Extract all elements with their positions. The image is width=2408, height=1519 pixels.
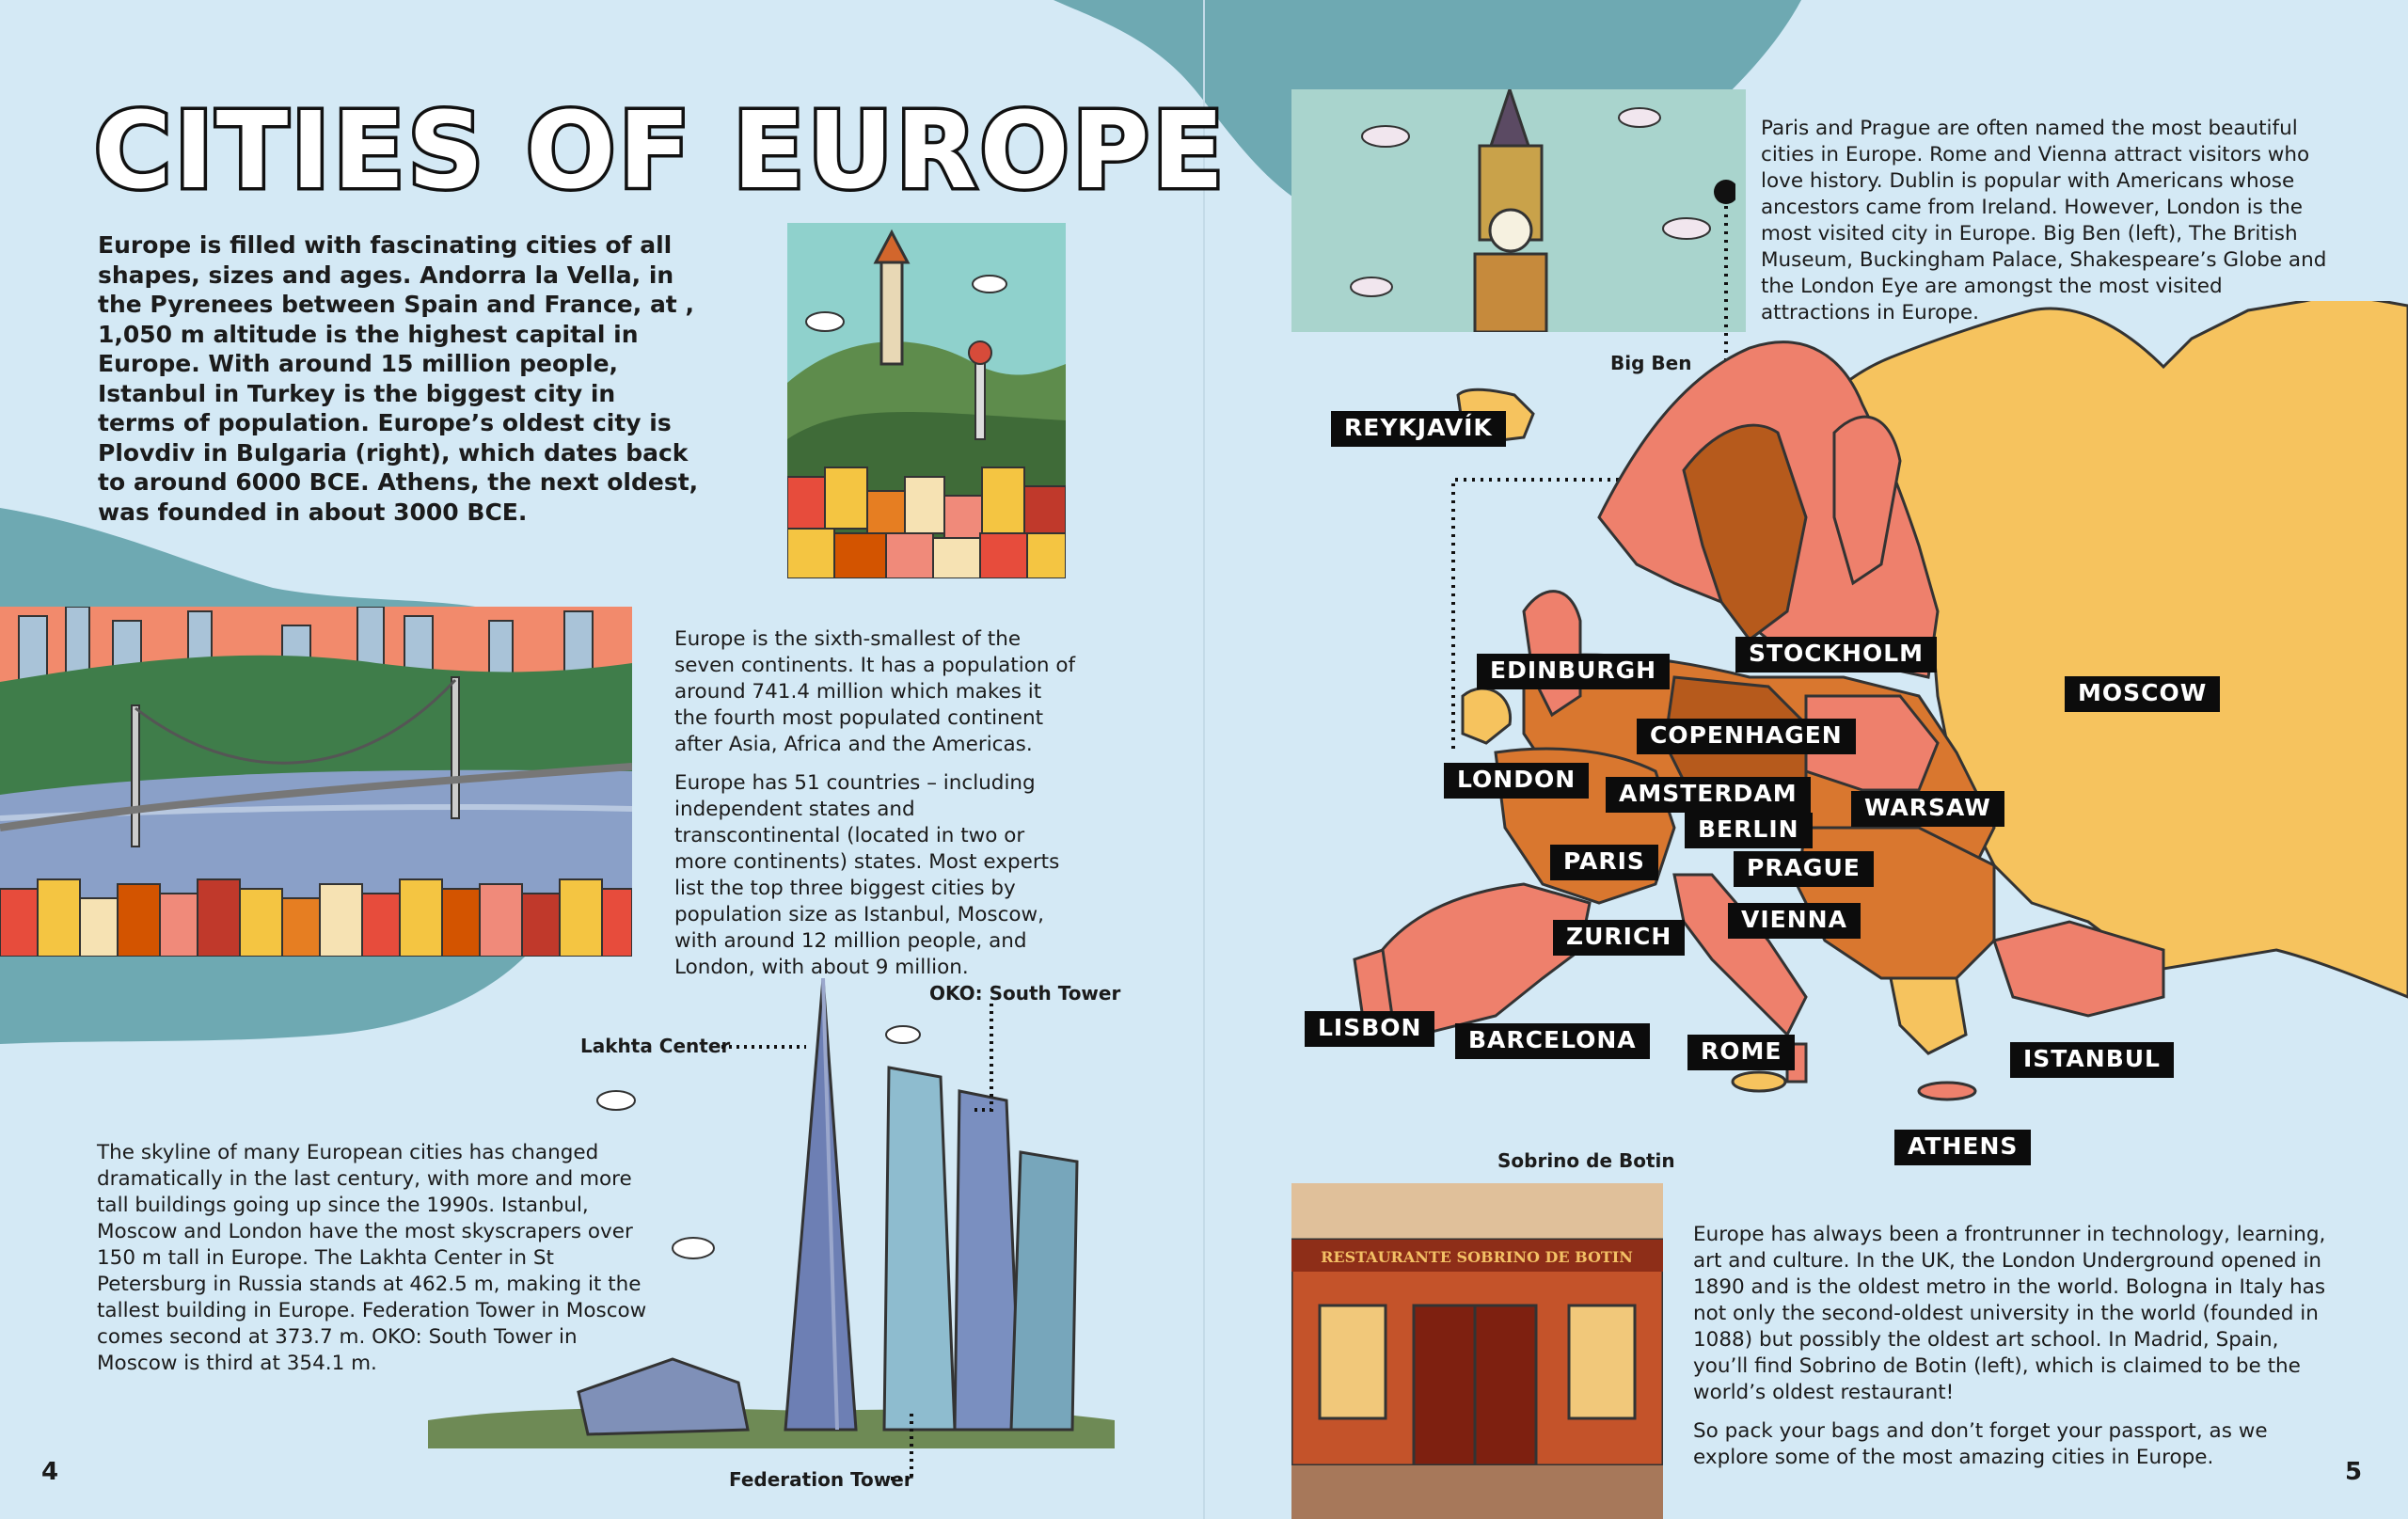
city-label-stockholm: STOCKHOLM xyxy=(1735,637,1937,672)
continent-text xyxy=(674,626,1079,993)
page-number-right: 5 xyxy=(2345,1458,2363,1486)
city-label-amsterdam: AMSTERDAM xyxy=(1606,777,1811,813)
botin-caption: Sobrino de Botin xyxy=(1497,1149,1675,1172)
page-number-left: 4 xyxy=(41,1458,59,1486)
city-label-athens: ATHENS xyxy=(1894,1130,2031,1165)
city-label-warsaw: WARSAW xyxy=(1851,791,2004,827)
intro-paragraph: Europe is filled with fascinating cities of all shapes, sizes and ages. Andorra la Vella, in the Pyrenees between Spain and France, at , 1,050 m altitude is the highest capital in Europe. With around 15 million people, Istanbul in Turkey is the biggest city in terms of population. Europe’s oldest city is Plovdiv in Bulgaria (right), which dates back to around 6000 BCE. Athens, the next oldest, was founded in about 3000 BCE. xyxy=(98,231,699,526)
plovdiv-illustration xyxy=(787,223,1066,578)
countries-paragraph: Europe has 51 countries – including independent states and transcontinental (located in two or more continents) states. Most experts list the top three biggest cities by population size as Istanbul, Moscow, with around 12 million people, and London, with about 9 million. xyxy=(674,771,1060,979)
federation-leader xyxy=(889,1411,917,1486)
lakhta-leader xyxy=(720,1042,809,1052)
city-label-vienna: VIENNA xyxy=(1728,903,1861,939)
skyline-paragraph: The skyline of many European cities has changed dramatically in the last century, with more and more tall buildings going up since the 1990s. Istanbul, Moscow and London have the most skyscrapers over 150 m tall in Europe. The Lakhta Center in St Petersburg in Russia stands at 462.5 m, making it the tallest building in Europe. Federation Tower in Moscow comes second at 373.7 m. OKO: South Tower in Moscow is third at 354.1 m. xyxy=(97,1141,647,1375)
federation-caption: Federation Tower xyxy=(729,1468,913,1491)
page-title: CITIES OF EUROPE xyxy=(94,90,1228,213)
continent-paragraph: Europe is the sixth-smallest of the seven continents. It has a population of around 741.4 million which makes it the fourth most populated continent after Asia, Africa and the Americas. xyxy=(674,627,1076,756)
city-label-paris: PARIS xyxy=(1550,845,1658,880)
tech-paragraph: Europe has always been a frontrunner in technology, learning, art and culture. In the UK, the London Underground opened in 1890 and is the oldest metro in the world. Bologna in Italy has not only the second-oldest university in the world (founded in 1088) but possibly the oldest art school. In Madrid, Spain, you’ll find Sobrino de Botin (left), which is claimed to be the world’s oldest restaurant! xyxy=(1693,1223,2326,1404)
closing-paragraph: So pack your bags and don’t forget your passport, as we explore some of the most amazing cities in Europe. xyxy=(1693,1419,2268,1469)
city-label-london: LONDON xyxy=(1444,763,1589,799)
city-label-reykjavik: REYKJAVÍK xyxy=(1331,411,1506,447)
lakhta-caption: Lakhta Center xyxy=(580,1035,731,1057)
city-label-lisbon: LISBON xyxy=(1305,1011,1434,1047)
restaurant-sign: RESTAURANTE SOBRINO DE BOTIN xyxy=(1321,1248,1633,1266)
city-label-copenhagen: COPENHAGEN xyxy=(1637,719,1856,754)
city-label-rome: ROME xyxy=(1687,1035,1795,1070)
big-ben-caption: Big Ben xyxy=(1610,352,1692,374)
tech-text xyxy=(1693,1222,2333,1483)
beauty-paragraph: Paris and Prague are often named the most beautiful cities in Europe. Rome and Vienna attract visitors who love history. Dublin is popular with Americans whose ancestors came from Ireland. However, London is the most visited city in Europe. Big Ben (left), The British Museum, Buckingham Palace, Shakespeare’s Globe and the London Eye are amongst the most visited attractions in Europe. xyxy=(1761,117,2327,324)
city-label-zurich: ZURICH xyxy=(1553,920,1685,956)
oko-caption: OKO: South Tower xyxy=(929,982,1121,1005)
city-label-prague: PRAGUE xyxy=(1734,851,1874,887)
city-label-moscow: MOSCOW xyxy=(2065,676,2220,712)
city-label-berlin: BERLIN xyxy=(1685,813,1813,848)
istanbul-illustration xyxy=(0,607,632,957)
oko-leader xyxy=(969,1002,997,1115)
city-label-istanbul: ISTANBUL xyxy=(2010,1042,2174,1078)
city-label-barcelona: BARCELONA xyxy=(1455,1023,1650,1059)
botin-illustration xyxy=(1291,1183,1663,1519)
city-label-edinburgh: EDINBURGH xyxy=(1477,654,1670,689)
